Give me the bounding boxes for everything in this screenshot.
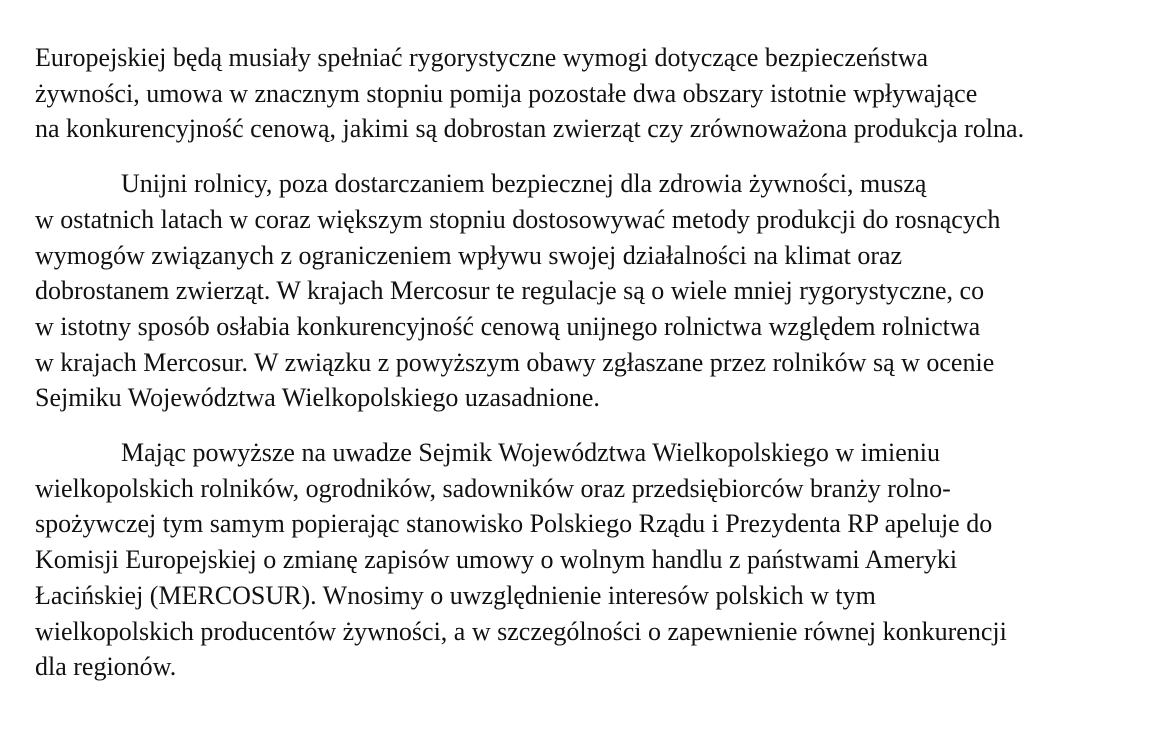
- text-line: Unijni rolnicy, poza dostarczaniem bezpiecznej dla zdrowia żywności, muszą: [121, 169, 927, 199]
- text-line: spożywczej tym samym popierając stanowisko Polskiego Rządu i Prezydenta RP apeluje do: [35, 509, 993, 539]
- text-line: Komisji Europejskiej o zmianę zapisów umowy o wolnym handlu z państwami Ameryki: [35, 545, 958, 575]
- text-line: Sejmiku Województwa Wielkopolskiego uzasadnione.: [35, 383, 600, 413]
- text-line: Łacińskiej (MERCOSUR). Wnosimy o uwzględnienie interesów polskich w tym: [35, 580, 876, 610]
- text-line: wielkopolskich rolników, ogrodników, sadowników oraz przedsiębiorców branży rolno-: [35, 473, 951, 503]
- text-line: Europejskiej będą musiały spełniać rygorystyczne wymogi dotyczące bezpieczeństwa: [35, 43, 929, 72]
- text-line: wymogów związanych z ograniczeniem wpływu swojej działalności na klimat oraz: [35, 240, 903, 270]
- text-line: dla regionów.: [35, 652, 177, 682]
- text-line: w krajach Mercosur. W związku z powyższym obawy zgłaszane przez rolników są w ocenie: [35, 347, 995, 377]
- text-line: w ostatnich latach w coraz większym stopniu dostosowywać metody produkcji do rosnących: [35, 204, 1001, 234]
- paragraph-2: [35, 166, 1125, 416]
- text-line: wielkopolskich producentów żywności, a w szczególności o zapewnienie równej konkurencji: [35, 616, 1007, 646]
- text-line: na konkurencyjność cenową, jakimi są dobrostan zwierząt czy zrównoważona produkcja rolna.: [35, 114, 1025, 144]
- paragraph-1: [35, 40, 1125, 147]
- text-line: dobrostanem zwierząt. W krajach Mercosur te regulacje są o wiele mniej rygorystyczne, co: [35, 276, 985, 306]
- text-line: żywności, umowa w znacznym stopniu pomija pozostałe dwa obszary istotnie wpływające: [35, 78, 978, 108]
- paragraph-3: [35, 435, 1125, 685]
- text-line: w istotny sposób osłabia konkurencyjność cenową unijnego rolnictwa względem rolnictwa: [35, 311, 981, 341]
- text-line: Mając powyższe na uwadze Sejmik Województwa Wielkopolskiego w imieniu: [121, 438, 941, 468]
